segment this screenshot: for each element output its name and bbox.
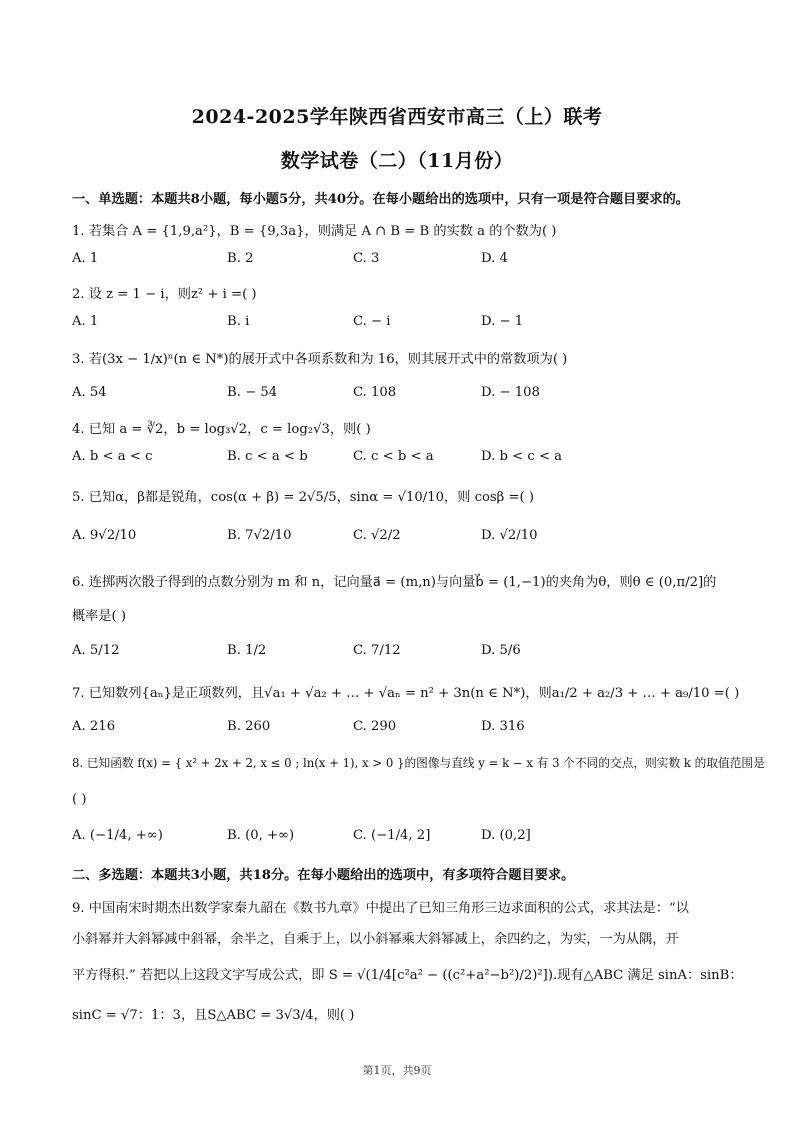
question-3-option-c: C. 108 <box>353 385 397 400</box>
question-6-stem-line-1: 6. 连掷两次骰子得到的点数分别为 m 和 n，记向量a⃗ = (m,n)与向量b⃗ = (1,−1)的夹角为θ，则θ ∈ (0,π/2]的 <box>72 575 717 590</box>
question-5-option-c: C. √2/2 <box>353 528 401 543</box>
question-3-option-a: A. 54 <box>72 385 107 400</box>
question-9-line-3: 平方得积.” 若把以上这段文字写成公式，即 S = √(1/4[c²a² − ((c²+a²−b²)/2)²]).现有△ABC 满足 sinA：sinB： <box>72 968 743 983</box>
question-4-option-a: A. b < a < c <box>72 449 153 464</box>
question-2-stem: 2. 设 z = 1 − i，则z² + i =( ) <box>72 287 257 302</box>
question-1-stem: 1. 若集合 A = {1,9,a²}，B = {9,3a}，则满足 A ∩ B = B 的实数 a 的个数为( ) <box>72 224 557 239</box>
question-6-option-d: D. 5/6 <box>481 643 521 658</box>
question-9-line-4: sinC = √7：1：3，且S△ABC = 3√3/4，则( ) <box>72 1008 355 1023</box>
question-8-stem-line-2: ( ) <box>72 792 87 807</box>
question-3-stem: 3. 若(3x − 1/x)ⁿ(n ∈ N*)的展开式中各项系数和为 16，则其展开式中的常数项为( ) <box>72 352 568 367</box>
question-4-stem: 4. 已知 a = ∛2，b = log₃√2，c = log₂√3，则( ) <box>72 422 371 437</box>
question-7-option-a: A. 216 <box>72 719 116 734</box>
question-2-option-c: C. − i <box>353 314 391 329</box>
question-3-option-d: D. − 108 <box>481 385 540 400</box>
question-7-option-b: B. 260 <box>227 719 271 734</box>
page-footer: 第1页，共9页 <box>362 1064 432 1077</box>
question-7-option-c: C. 290 <box>353 719 397 734</box>
section-heading-multi-choice: 二、多选题：本题共3小题，共18分。在每小题给出的选项中，有多项符合题目要求。 <box>72 868 575 883</box>
question-5-stem: 5. 已知α，β都是锐角，cos(α + β) = 2√5/5，sinα = √10/10，则 cosβ =( ) <box>72 490 535 505</box>
question-8-option-a: A. (−1/4, +∞) <box>72 828 163 843</box>
question-7-stem: 7. 已知数列{aₙ}是正项数列，且√a₁ + √a₂ + … + √aₙ = n² + 3n(n ∈ N*)，则a₁/2 + a₂/3 + … + a₉/10 =( ) <box>72 686 740 701</box>
question-8-option-d: D. (0,2] <box>481 828 531 843</box>
exam-subtitle: 数学试卷（二）（11月份） <box>280 150 514 172</box>
question-8-option-c: C. (−1/4, 2] <box>353 828 431 843</box>
question-8-option-b: B. (0, +∞) <box>227 828 295 843</box>
question-6-option-a: A. 5/12 <box>72 643 120 658</box>
question-3-option-b: B. − 54 <box>227 385 278 400</box>
section-heading-single-choice: 一、单选题：本题共8小题，每小题5分，共40分。在每小题给出的选项中，只有一项是符合题目要求的。 <box>72 192 689 207</box>
question-4-option-c: C. c < b < a <box>353 449 434 464</box>
question-9-line-1: 9. 中国南宋时期杰出数学家秦九韶在《数书九章》中提出了已知三角形三边求面积的公式，求其法是：“以 <box>72 901 689 916</box>
question-1-option-d: D. 4 <box>481 251 508 266</box>
exam-title: 2024-2025学年陕西省西安市高三（上）联考 <box>191 106 603 128</box>
question-5-option-b: B. 7√2/10 <box>227 528 292 543</box>
question-5-option-d: D. √2/10 <box>481 528 538 543</box>
question-1-option-b: B. 2 <box>227 251 254 266</box>
question-8-stem-line-1: 8. 已知函数 f(x) = { x² + 2x + 2, x ≤ 0 ; ln(x + 1), x > 0 }的图像与直线 y = k − x 有 3 个不同的交点，则实数 k 的取值范围是 <box>72 756 765 770</box>
question-1-option-c: C. 3 <box>353 251 380 266</box>
question-6-stem-line-2: 概率是( ) <box>72 609 127 624</box>
question-6-option-b: B. 1/2 <box>227 643 267 658</box>
question-4-option-d: D. b < c < a <box>481 449 563 464</box>
question-2-option-d: D. − 1 <box>481 314 524 329</box>
question-2-option-b: B. i <box>227 314 250 329</box>
question-9-line-2: 小斜幂并大斜幂减中斜幂，余半之，自乘于上，以小斜幂乘大斜幂减上，余四约之，为实，一为从隅，开 <box>72 932 679 947</box>
question-6-option-c: C. 7/12 <box>353 643 401 658</box>
question-2-option-a: A. 1 <box>72 314 99 329</box>
question-4-option-b: B. c < a < b <box>227 449 308 464</box>
question-5-option-a: A. 9√2/10 <box>72 528 137 543</box>
question-7-option-d: D. 316 <box>481 719 525 734</box>
question-1-option-a: A. 1 <box>72 251 99 266</box>
